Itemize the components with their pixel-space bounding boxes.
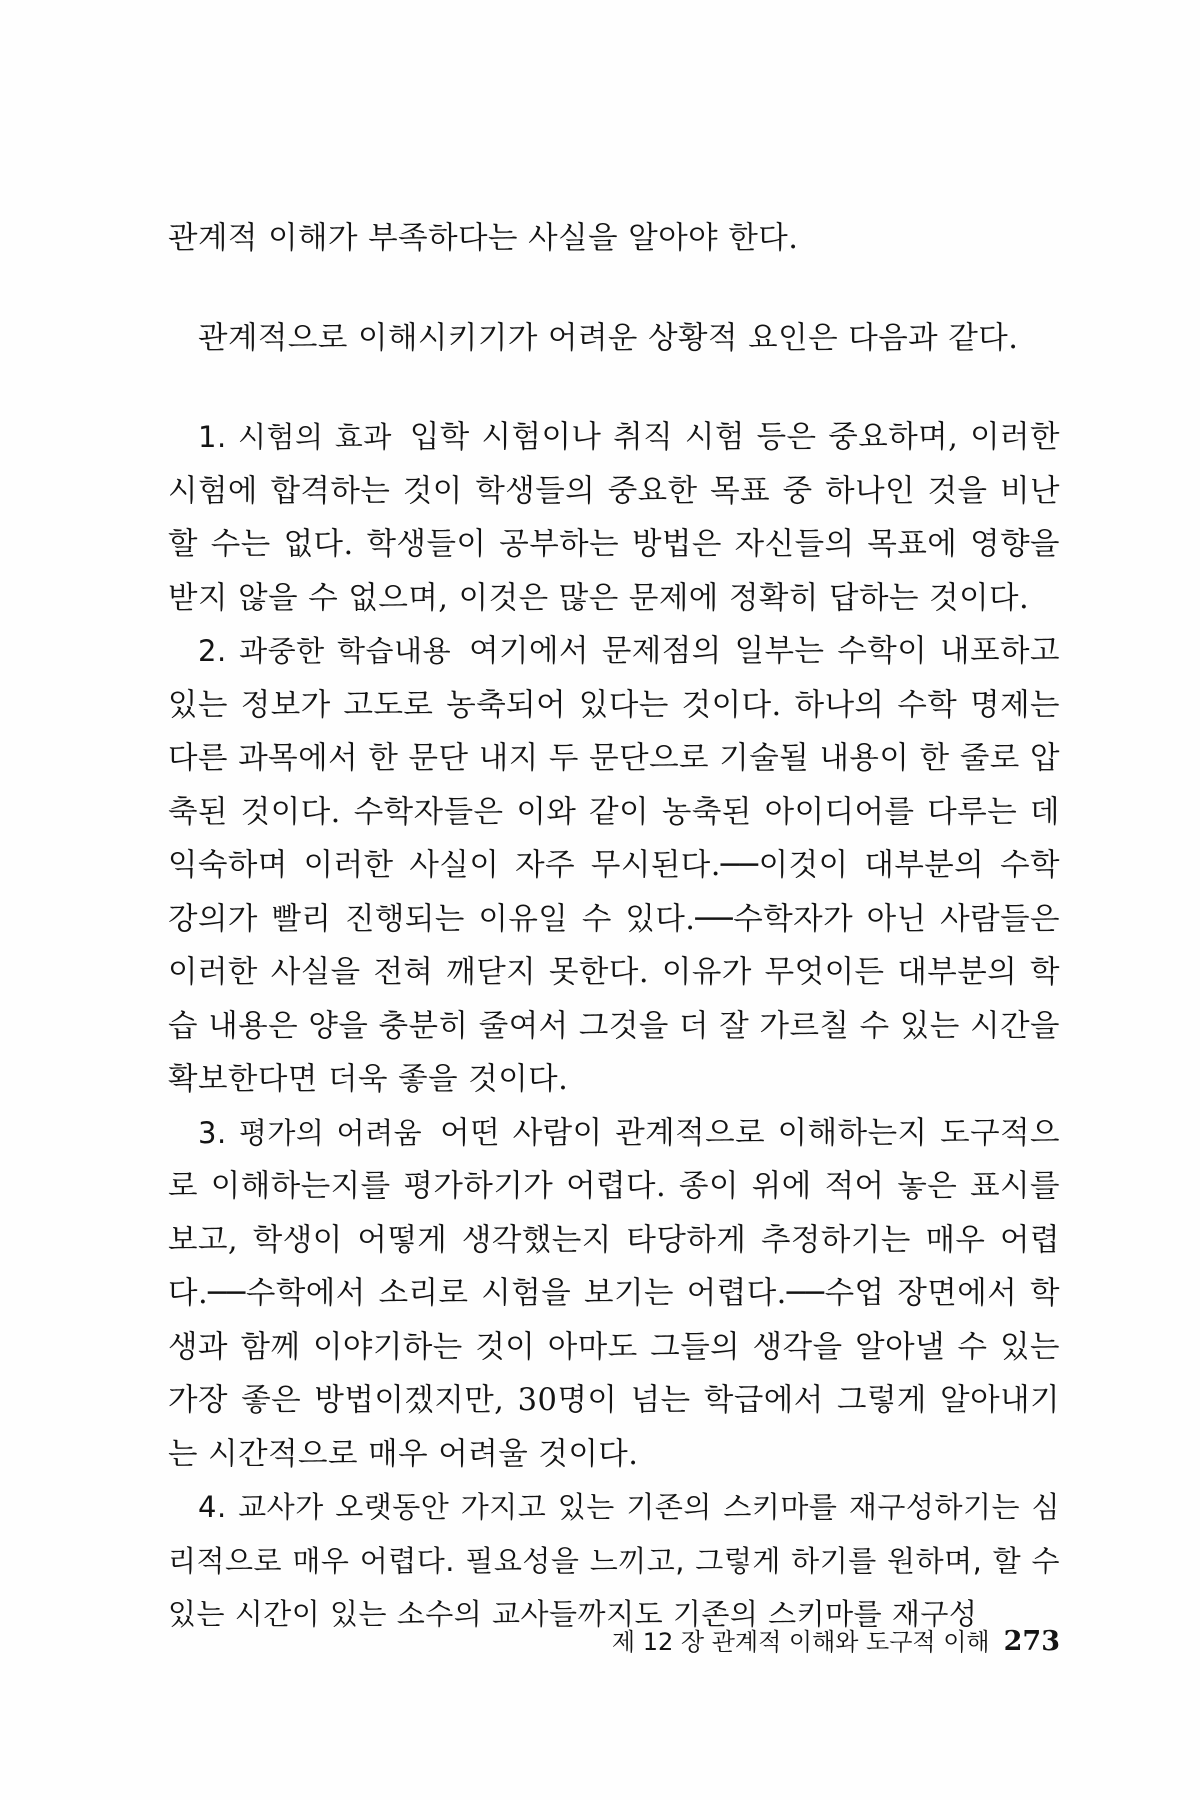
- running-title: 제 12 장 관계적 이해와 도구적 이해: [611, 1628, 990, 1656]
- page-footer: [612, 1622, 1060, 1657]
- opening-line: 관계적 이해가 부족하다는 사실을 알아야 한다.: [168, 221, 799, 256]
- item-heading: 1. 시험의 효과: [198, 420, 392, 454]
- page-number: 273: [1003, 1626, 1060, 1657]
- list-item: [168, 1107, 1060, 1482]
- list-item: 4. 교사가 오랫동안 가지고 있는 기존의 스키마를 재구성하기는 심리적으로 매우 어렵다. 필요성을 느끼고, 그렇게 하기를 원하며, 할 수 있는 시간이 있는 소수의 교사들까지도 기존의 스키마를 재구성: [168, 1490, 1060, 1631]
- intro-paragraph: 관계적으로 이해시키기가 어려운 상황적 요인은 다음과 같다.: [198, 320, 1019, 356]
- item-body: 입학 시험이나 취직 시험 등은 중요하며, 이러한 시험에 합격하는 것이 학생들의 중요한 목표 중 하나인 것을 비난할 수는 없다. 학생들이 공부하는 방법은 자신들의 목표에 영향을 받지 않을 수 없으며, 이것은 많은 문제에 정확히 답하는 것이다.: [168, 420, 1060, 616]
- item-heading: 2. 과중한 학습내용: [198, 634, 452, 668]
- item-body: 어떤 사람이 관계적으로 이해하는지 도구적으로 이해하는지를 평가하기가 어렵다. 종이 위에 적어 놓은 표시를 보고, 학생이 어떻게 생각했는지 타당하게 추정하기는 매우 어렵다.──수학에서 소리로 시험을 보기는 어렵다.──수업 장면에서 학생과 함께 이야기하는 것이 아마도 그들의 생각을 알아낼 수 있는 가장 좋은 방법이겠지만, 30명이 넘는 학급에서 그렇게 알아내기는 시간적으로 매우 어려울 것이다.: [168, 1115, 1060, 1472]
- list-item: [168, 411, 1060, 625]
- item-heading: 3. 평가의 어려움: [198, 1115, 423, 1150]
- item-body: 여기에서 문제점의 일부는 수학이 내포하고 있는 정보가 고도로 농축되어 있다는 것이다. 하나의 수학 명제는 다른 과목에서 한 문단 내지 두 문단으로 기술될 내용이 한 줄로 압축된 것이다. 수학자들은 이와 같이 농축된 아이디어를 다루는 데 익숙하며 이러한 사실이 자주 무시된다.──이것이 대부분의 수학 강의가 빨리 진행되는 이유일 수 있다.──수학자가 아닌 사람들은 이러한 사실을 전혀 깨닫지 못한다. 이유가 무엇이든 대부분의 학습 내용은 양을 충분히 줄여서 그것을 더 잘 가르칠 수 있는 시간을 확보한다면 더욱 좋을 것이다.: [168, 634, 1060, 1097]
- body-text: [168, 212, 1060, 1642]
- list-item: [168, 625, 1060, 1107]
